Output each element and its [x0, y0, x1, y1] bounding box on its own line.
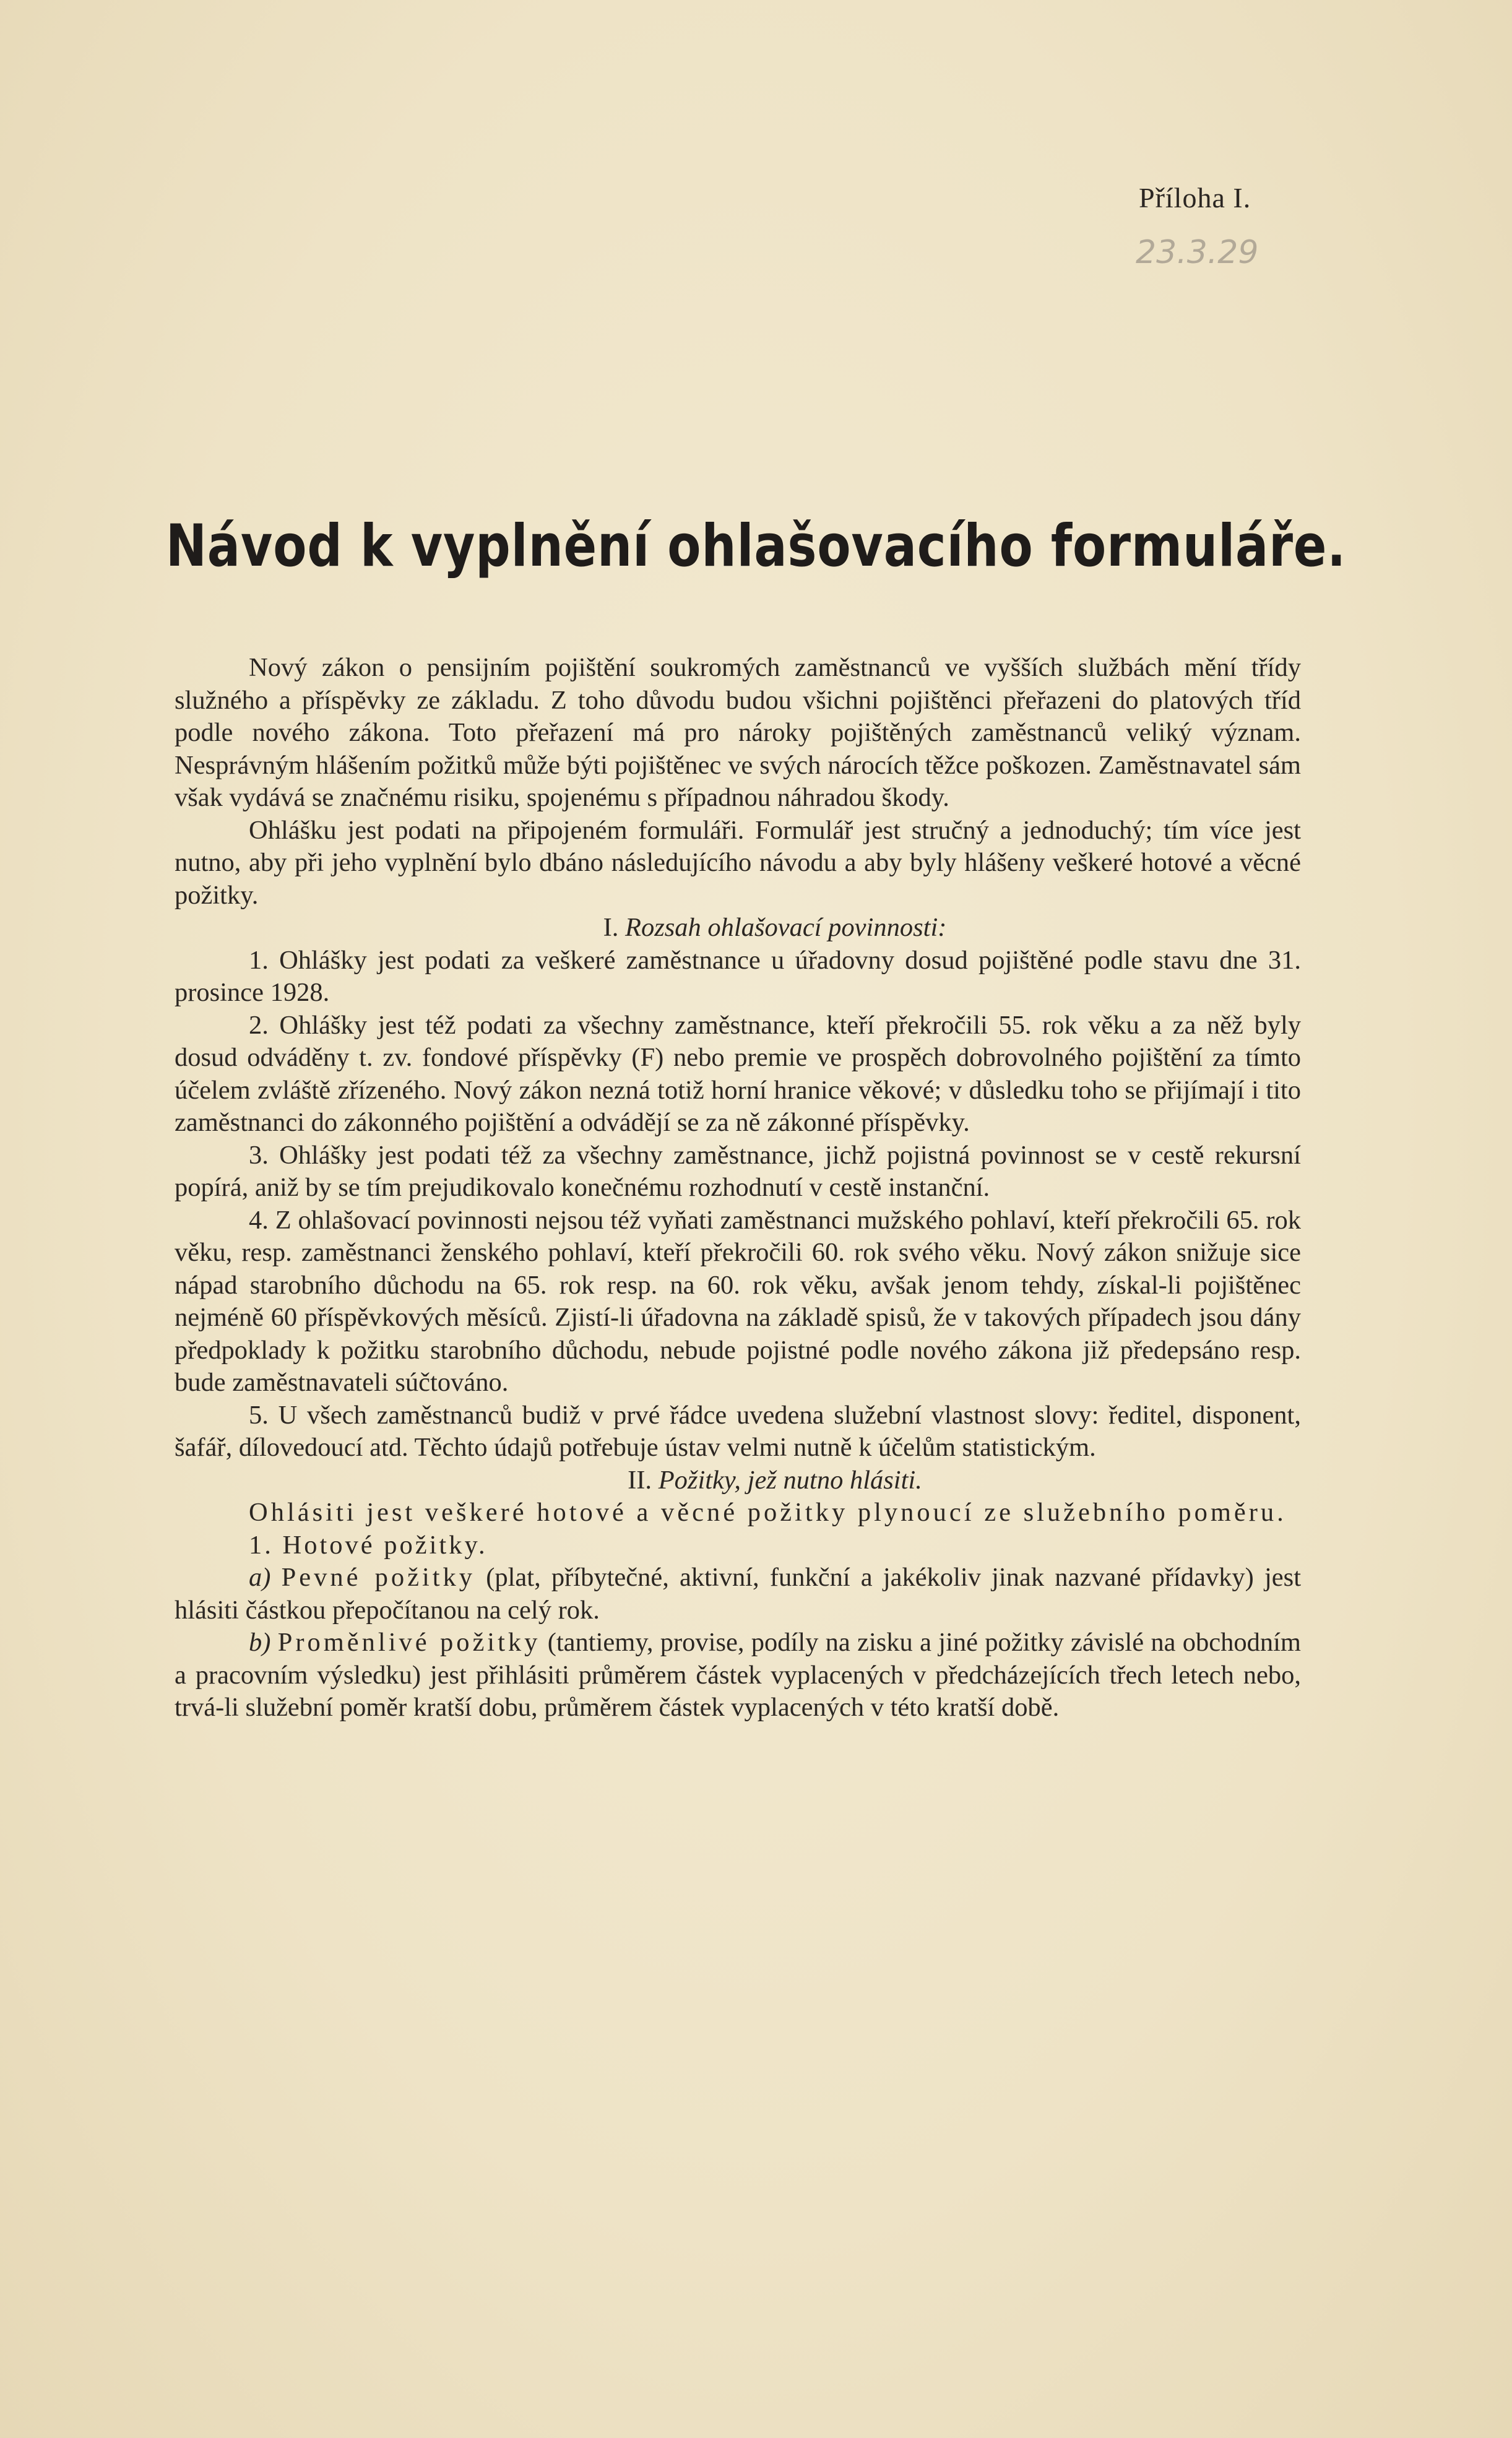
- section-1-item-2: 2. Ohlášky jest též podati za všechny zaměstnance, kteří překročili 55. rok věku a za něž byly dosud odváděny t. zv. fondové příspěvky (F) nebo premie ve prospěch dobrovolného pojištění za tímto účelem zvláště zřízeného. Nový zákon nezná totiž horní hranice věkové; v důsledku toho se přijímají i tito zaměstnanci do zákonného pojištění a odvádějí se za ně zákonné příspěvky.: [175, 1010, 1301, 1137]
- section-2-title: Požitky, jež nutno hlásiti.: [658, 1465, 922, 1495]
- section-2-subheading-cash: 1. Hotové požitky.: [249, 1530, 488, 1560]
- section-1-item-3: 3. Ohlášky jest podati též za všechny zaměstnance, jichž pojistná povinnost se v cestě rekursní popírá, aniž by se tím prejudikovalo konečnému rozhodnutí v cestě instanční.: [175, 1140, 1301, 1202]
- section-2-item-a: [175, 1562, 1301, 1627]
- section-2-number: II.: [628, 1465, 652, 1495]
- item-a-label: a): [249, 1563, 271, 1592]
- item-a-text: (plat, příbytečné, aktivní, funkční a jakékoliv jinak nazvané přídavky) jest hlásiti částkou přepočítanou na celý rok.: [175, 1563, 1302, 1625]
- section-1-item-1: 1. Ohlášky jest podati za veškeré zaměstnance u úřadovny dosud pojištěné podle stavu dne 31. prosince 1928.: [175, 945, 1301, 1007]
- section-1-item-4: 4. Z ohlašovací povinnosti nejsou též vyňati zaměstnanci mužského pohlaví, kteří překročili 65. rok věku, resp. zaměstnanci ženského pohlaví, kteří překročili 60. rok svého věku. Nový zákon snižuje sice nápad starobního důchodu na 65. rok resp. na 60. rok věku, avšak jenom tehdy, získal-li pojištěnec nejméně 60 příspěvkových měsíců. Zjistí-li úřadovna na základě spisů, že v takových případech jsou dány předpoklady k požitku starobního důchodu, nebude pojistné podle nového zákona již předepsáno resp. bude zaměstnavateli súčtováno.: [175, 1205, 1301, 1397]
- section-2-item-b: [175, 1627, 1301, 1724]
- intro-paragraph-2: Ohlášku jest podati na připojeném formuláři. Formulář jest stručný a jednoduchý; tím více jest nutno, aby při jeho vyplnění bylo dbáno následujícího návodu a aby byly hlášeny veškeré hotové a věcné požitky.: [175, 815, 1301, 910]
- section-1-heading: [175, 912, 1301, 945]
- section-2-heading: [175, 1464, 1301, 1497]
- section-1-number: I.: [603, 913, 619, 942]
- annex-label: Příloha I.: [1139, 182, 1251, 214]
- intro-paragraph-1: Nový zákon o pensijním pojištění soukromých zaměstnanců ve vyšších službách mění třídy služného a příspěvky ze základu. Z toho důvodu budou všichni pojištěnci přeřazeni do platových tříd podle nového zákona. Toto přeřazení má pro nároky pojištěných zaměstnanců veliký význam. Nesprávným hlášením požitků může býti pojištěnec ve svých nárocích těžce poškozen. Zaměstnavatel sám však vydává se značnému risiku, spojenému s případnou náhradou škody.: [175, 653, 1301, 812]
- item-b-lead: Proměnlivé požitky: [277, 1628, 541, 1657]
- pencil-date-note: 23.3.29: [1136, 234, 1259, 271]
- document-body: [175, 652, 1301, 1724]
- section-1-title: Rozsah ohlašovací povinnosti:: [625, 913, 947, 942]
- item-b-label: b): [249, 1628, 271, 1657]
- section-2-intro: Ohlásiti jest veškeré hotové a věcné požitky plynoucí ze služebního poměru.: [249, 1498, 1287, 1527]
- item-a-lead: Pevné požitky: [281, 1563, 476, 1592]
- document-title: Návod k vyplnění ohlašovacího formuláře.: [165, 512, 1347, 580]
- item-b-text: (tantiemy, provise, podíly na zisku a jiné požitky závislé na obchodním a pracovním výsledku) jest přihlásiti průměrem částek vyplacených v předcházejících třech letech nebo, trvá-li služební poměr kratší dobu, průměrem částek vyplacených v této kratší době.: [175, 1628, 1301, 1722]
- section-1-item-5: 5. U všech zaměstnanců budiž v prvé řádce uvedena služební vlastnost slovy: ředitel, disponent, šafář, dílovedoucí atd. Těchto údajů potřebuje ústav velmi nutně k účelům statistickým.: [175, 1400, 1301, 1462]
